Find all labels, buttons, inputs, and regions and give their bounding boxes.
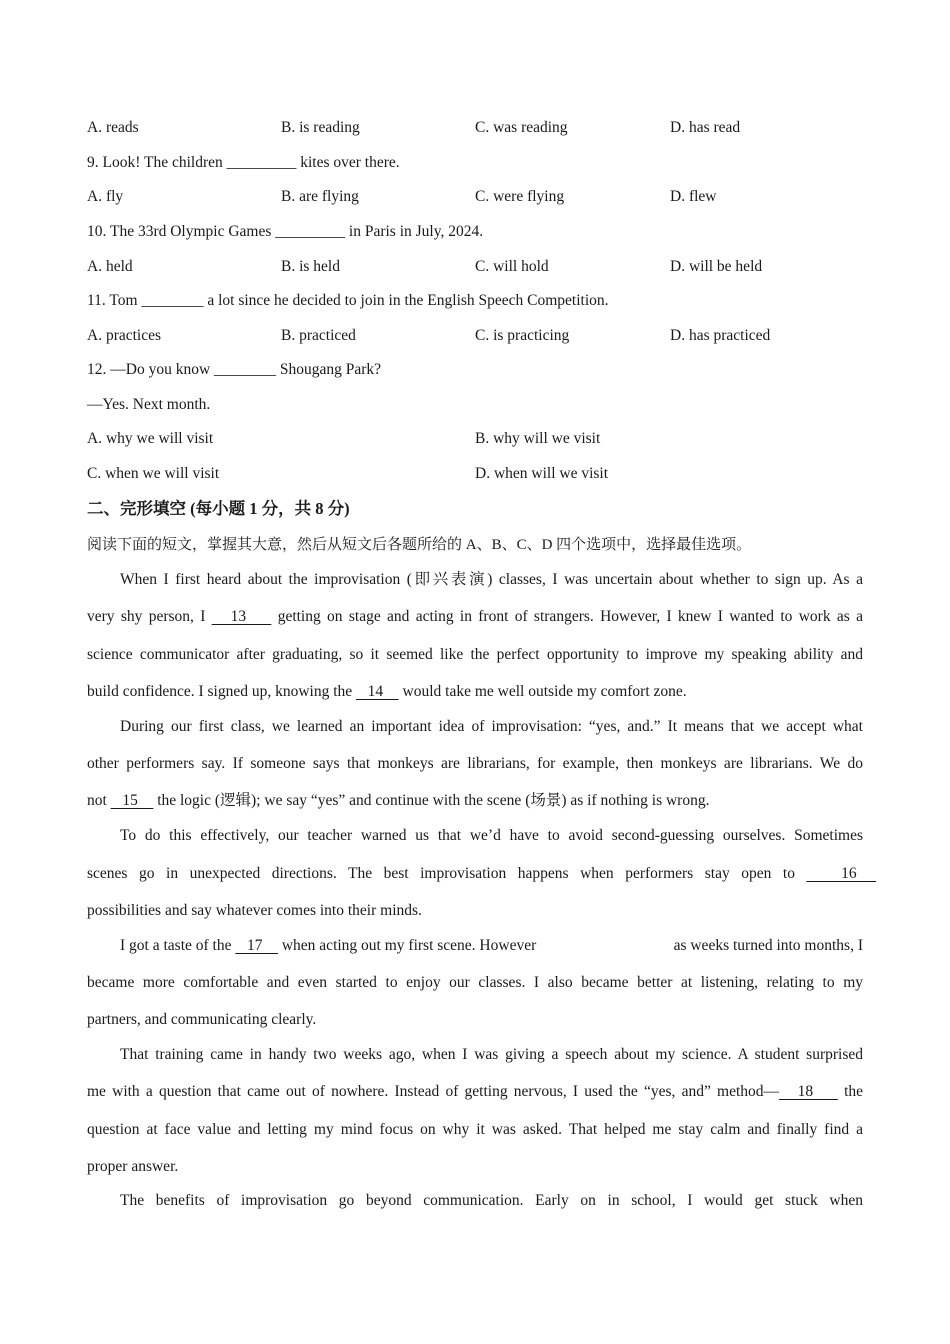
q11-option-c: C. is practicing: [475, 327, 570, 344]
q9-stem: 9. Look! The children _________ kites over there.: [87, 154, 400, 171]
passage-line: That training came in handy two weeks ago, when I was giving a speech about my science. A student surprised: [120, 1046, 863, 1063]
q12-stem: 12. —Do you know ________ Shougang Park?: [87, 361, 382, 378]
q10-option-a: A. held: [87, 258, 133, 275]
q9-option-b: B. are flying: [281, 188, 359, 205]
passage-line: During our first class, we learned an important idea of improvisation: “yes, and.” It means that we accept what: [120, 718, 863, 735]
passage-line: To do this effectively, our teacher warned us that we’d have to avoid second-guessing ourselves. Sometimes: [120, 827, 863, 844]
blank-17: 17: [235, 937, 278, 954]
passage-line: scenes go in unexpected directions. The best improvisation happens when performers stay open to 16: [87, 865, 876, 882]
blank-15: 15: [110, 792, 154, 809]
q12-option-c: C. when we will visit: [87, 465, 220, 482]
q8-option-d: D. has read: [670, 119, 741, 136]
q11-stem: 11. Tom ________ a lot since he decided to join in the English Speech Competition.: [87, 292, 609, 309]
passage-line: question at face value and letting my mind focus on why it was asked. That helped me stay calm and finally find a: [87, 1121, 863, 1138]
q8-option-c: C. was reading: [475, 119, 568, 136]
passage-line: not 15 the logic (逻辑); we say “yes” and continue with the scene (场景) as if nothing is wrong.: [87, 792, 710, 809]
passage-line: partners, and communicating clearly.: [87, 1011, 317, 1028]
q12-reply: —Yes. Next month.: [87, 396, 211, 413]
passage-line: build confidence. I signed up, knowing the 14 would take me well outside my comfort zone.: [87, 683, 687, 700]
passage-line: became more comfortable and even started to enjoy our classes. I also became better at listening, relating to my: [87, 974, 863, 991]
q11-option-d: D. has practiced: [670, 327, 771, 344]
section-heading: 二、完形填空 (每小题 1 分，共 8 分): [87, 499, 350, 518]
passage-line: as weeks turned into months, I: [673, 937, 863, 954]
passage-line: science communicator after graduating, so it seemed like the perfect opportunity to improve my speaking ability and: [87, 646, 863, 663]
passage-line: other performers say. If someone says that monkeys are librarians, for example, then monkeys are librarians. We do: [87, 755, 863, 772]
q10-option-b: B. is held: [281, 258, 340, 275]
q12-option-b: B. why will we visit: [475, 430, 601, 447]
q12-option-d: D. when will we visit: [475, 465, 609, 482]
section-instruction: 阅读下面的短文，掌握其大意，然后从短文后各题所给的 A、B、C、D 四个选项中，选择最佳选项。: [87, 537, 752, 553]
passage-line: The benefits of improvisation go beyond communication. Early on in school, I would get stuck when: [120, 1192, 863, 1209]
q9-option-d: D. flew: [670, 188, 717, 205]
passage-line: very shy person, I 13 getting on stage and acting in front of strangers. However, I knew I wanted to work as a: [87, 608, 863, 625]
q9-option-a: A. fly: [87, 188, 124, 205]
blank-13: 13: [211, 608, 272, 625]
blank-14: 14: [356, 683, 399, 700]
q9-option-c: C. were flying: [475, 188, 565, 205]
passage-line: possibilities and say whatever comes into their minds.: [87, 902, 422, 919]
passage-line: I got a taste of the 17 when acting out my first scene. However: [120, 937, 537, 954]
blank-18: 18: [779, 1083, 838, 1100]
q11-option-b: B. practiced: [281, 327, 356, 344]
q11-option-a: A. practices: [87, 327, 162, 344]
blank-16: 16: [806, 865, 876, 882]
q10-stem: 10. The 33rd Olympic Games _________ in Paris in July, 2024.: [87, 223, 484, 240]
q12-option-a: A. why we will visit: [87, 430, 214, 447]
passage-line: proper answer.: [87, 1158, 179, 1175]
passage-line: When I first heard about the improvisation (即兴表演) classes, I was uncertain about whether to sign up. As a: [120, 571, 863, 588]
q8-option-b: B. is reading: [281, 119, 360, 136]
q10-option-c: C. will hold: [475, 258, 549, 275]
q8-option-a: A. reads: [87, 119, 139, 136]
passage-line: me with a question that came out of nowhere. Instead of getting nervous, I used the “yes, and” method— 18 the: [87, 1083, 864, 1100]
q10-option-d: D. will be held: [670, 258, 763, 275]
